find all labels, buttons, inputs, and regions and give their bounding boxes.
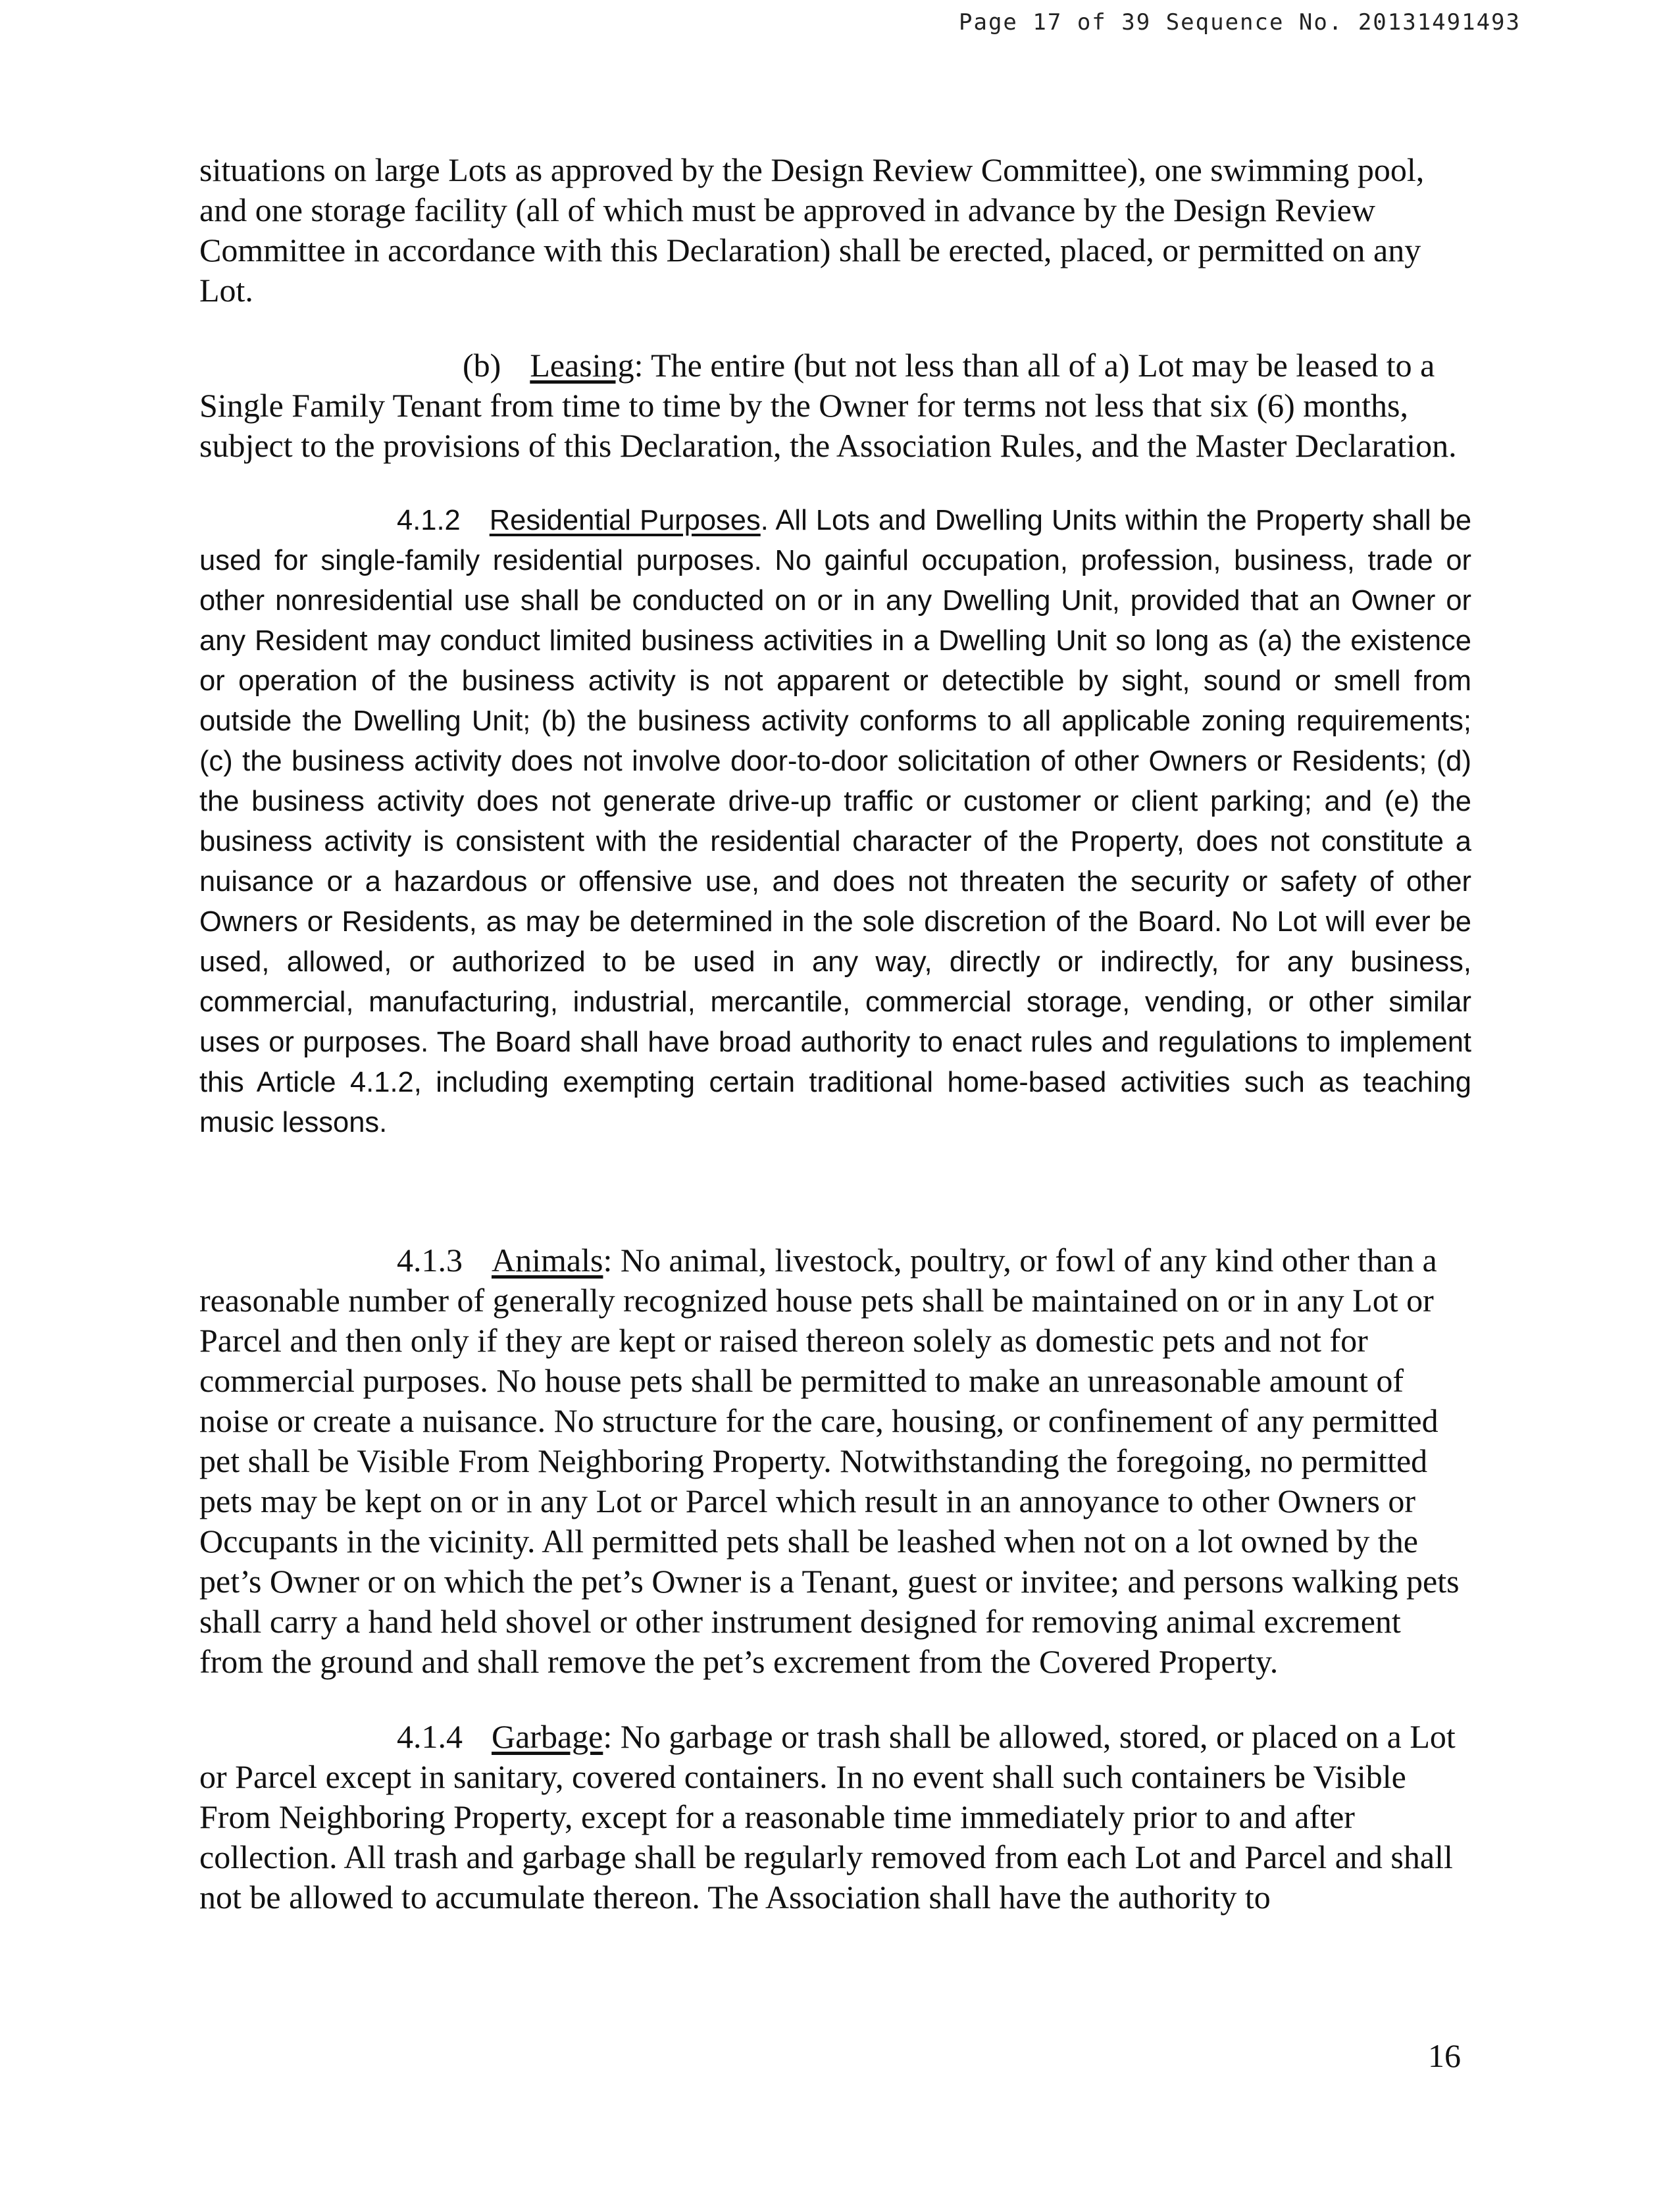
- residential-purposes-text: . All Lots and Dwelling Units within the Property shall be used for single-family residential purposes. No gainful occupation, profession, business, trade or other nonresidential use shall be conducted on or in any Dwelling Unit, provided that an Owner or any Resident may conduct limited business activities in a Dwelling Unit so long as (a) the existence or operation of the business activity is not apparent or detectible by sight, sound or smell from outside the Dwelling Unit; (b) the business activity conforms to all applicable zoning requirements; (c) the business activity does not involve door-to-door solicitation of other Owners or Residents; (d) the business activity does not generate drive-up traffic or customer or client parking; and (e) the business activity is consistent with the residential character of the Property, does not constitute a nuisance or a hazardous or offensive use, and does not threaten the security or safety of other Owners or Residents, as may be determined in the sole discretion of the Board. No Lot will ever be used, allowed, or authorized to be used in any way, directly or indirectly, for any business, commercial, manufacturing, industrial, mercantile, commercial storage, vending, or other similar uses or purposes. The Board shall have broad authority to enact rules and regulations to implement this Article 4.1.2, including exempting certain traditional home-based activities such as teaching music lessons.: [199, 505, 1472, 1138]
- leasing-heading: Leasing: [530, 347, 634, 384]
- page-header: [959, 9, 1521, 36]
- sequence-number: 20131491493: [1358, 9, 1521, 36]
- sequence-label: Sequence No.: [1165, 9, 1344, 36]
- garbage-heading: Garbage: [492, 1718, 603, 1755]
- animals-text: : No animal, livestock, poultry, or fowl of any kind other than a reasonable number of generally recognized house pets shall be maintained on or in any Lot or Parcel and then only if they are kept or raised thereon solely as domestic pets and not for commercial purposes. No house pets shall be permitted to make an unreasonable amount of noise or create a nuisance. No structure for the care, housing, or confinement of any permitted pet shall be Visible From Neighboring Property. Notwithstanding the foregoing, no permitted pets may be kept on or in any Lot or Parcel which result in an annoyance to other Owners or Occupants in the vicinity. All permitted pets shall be leashed when not on a lot owned by the pet’s Owner or on which the pet’s Owner is a Tenant, guest or invitee; and persons walking pets shall carry a hand held shovel or other instrument designed for removing animal excrement from the ground and shall remove the pet’s excrement from the Covered Property.: [199, 1242, 1460, 1680]
- section-number: 4.1.3: [397, 1242, 463, 1279]
- leasing-label: (b): [463, 347, 501, 384]
- residential-purposes-heading: Residential Purposes: [489, 505, 761, 536]
- section-number: 4.1.4: [397, 1718, 463, 1755]
- leasing-text: : The entire (but not less than all of a) Lot may be leased to a Single Family Tenant from time to time by the Owner for terms not less that six (6) months, subject to the provisions of this Declaration, the Association Rules, and the Master Declaration.: [199, 347, 1457, 464]
- animals-heading: Animals: [492, 1242, 603, 1279]
- continuation-paragraph: situations on large Lots as approved by the Design Review Committee), one swimming pool, and one storage facility (all of which must be approved in advance by the Design Review Committee in accordance with this Declaration) shall be erected, placed, or permitted on any Lot.: [199, 151, 1425, 309]
- residential-purposes-paragraph: [199, 501, 1471, 1143]
- page-label: Page: [959, 9, 1018, 36]
- animals-paragraph: [199, 1240, 1471, 1682]
- section-number: 4.1.2: [397, 505, 461, 536]
- page-current: 17: [1032, 9, 1063, 36]
- leasing-paragraph: [199, 345, 1471, 466]
- garbage-text: : No garbage or trash shall be allowed, stored, or placed on a Lot or Parcel except in sanitary, covered containers. In no event shall such containers be Visible From Neighboring Property, except for a reasonable time immediately prior to and after collection. All trash and garbage shall be regularly removed from each Lot and Parcel and shall not be allowed to accumulate thereon. The Association shall have the authority to: [199, 1718, 1456, 1916]
- page-total: 39: [1121, 9, 1152, 36]
- page-number: 16: [1428, 2037, 1461, 2074]
- page-of: of: [1077, 9, 1107, 36]
- document-body: [199, 150, 1471, 1917]
- garbage-paragraph: [199, 1717, 1471, 1917]
